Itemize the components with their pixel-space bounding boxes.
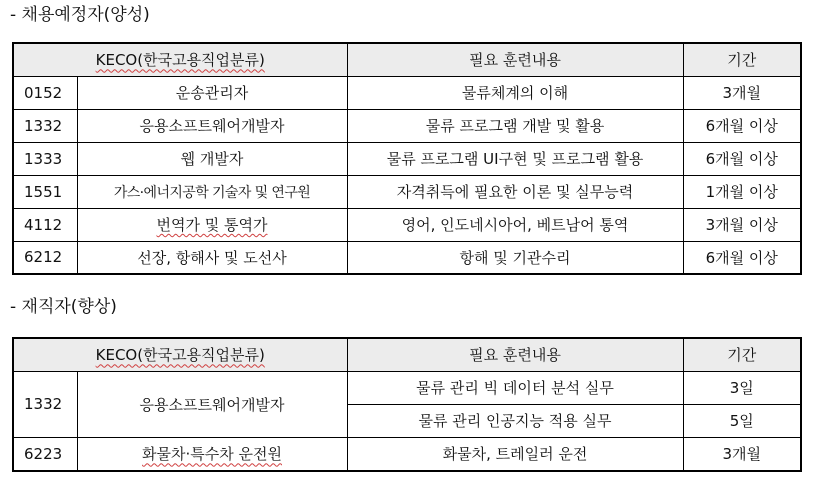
- row-content: 화물차, 트레일러 운전: [347, 437, 683, 471]
- row-code: 4112: [13, 208, 77, 241]
- table-header-row: [13, 43, 801, 76]
- row-job: 화물차·특수차 운전원: [77, 437, 347, 471]
- row-job: 번역가 및 통역가: [77, 208, 347, 241]
- row-content: 자격취득에 필요한 이론 및 실무능력: [347, 175, 683, 208]
- row-job: 선장, 항해사 및 도선사: [77, 241, 347, 274]
- row-code: 1332: [13, 109, 77, 142]
- header-content: 필요 훈련내용: [347, 338, 683, 371]
- row-content: 물류 관리 인공지능 적용 실무: [347, 404, 683, 437]
- table-row: [13, 371, 801, 404]
- row-job: 가스·에너지공학 기술자 및 연구원: [77, 175, 347, 208]
- table-row: [13, 76, 801, 109]
- table-row: [13, 142, 801, 175]
- row-job: 운송관리자: [77, 76, 347, 109]
- row-job: 응용소프트웨어개발자: [77, 371, 347, 437]
- table-row: [13, 175, 801, 208]
- table-row: [13, 208, 801, 241]
- table-row: [13, 437, 801, 471]
- row-code: 1332: [13, 371, 77, 437]
- table-row: [13, 241, 801, 274]
- table-header-row: [13, 338, 801, 371]
- trainee-table: [12, 42, 802, 275]
- row-period: 6개월 이상: [683, 241, 801, 274]
- row-code: 6223: [13, 437, 77, 471]
- row-code: 6212: [13, 241, 77, 274]
- row-code: 0152: [13, 76, 77, 109]
- row-period: 3개월 이상: [683, 208, 801, 241]
- row-job: 응용소프트웨어개발자: [77, 109, 347, 142]
- row-period: 6개월 이상: [683, 142, 801, 175]
- header-period: 기간: [683, 43, 801, 76]
- row-content: 영어, 인도네시아어, 베트남어 통역: [347, 208, 683, 241]
- row-content: 물류 프로그램 개발 및 활용: [347, 109, 683, 142]
- row-content: 물류 관리 빅 데이터 분석 실무: [347, 371, 683, 404]
- row-content: 물류체계의 이해: [347, 76, 683, 109]
- header-period: 기간: [683, 338, 801, 371]
- header-keco: KECO(한국고용직업분류): [13, 338, 347, 371]
- row-period: 5일: [683, 404, 801, 437]
- row-period: 1개월 이상: [683, 175, 801, 208]
- employee-table: [12, 337, 802, 472]
- header-content: 필요 훈련내용: [347, 43, 683, 76]
- section-heading-employees: - 재직자(향상): [10, 297, 117, 317]
- row-period: 3일: [683, 371, 801, 404]
- row-period: 3개월: [683, 76, 801, 109]
- table-row: [13, 109, 801, 142]
- row-code: 1551: [13, 175, 77, 208]
- row-content: 항해 및 기관수리: [347, 241, 683, 274]
- row-job: 웹 개발자: [77, 142, 347, 175]
- row-period: 6개월 이상: [683, 109, 801, 142]
- row-code: 1333: [13, 142, 77, 175]
- section-heading-trainees: - 채용예정자(양성): [10, 5, 150, 25]
- row-content: 물류 프로그램 UI구현 및 프로그램 활용: [347, 142, 683, 175]
- row-period: 3개월: [683, 437, 801, 471]
- header-keco: KECO(한국고용직업분류): [13, 43, 347, 76]
